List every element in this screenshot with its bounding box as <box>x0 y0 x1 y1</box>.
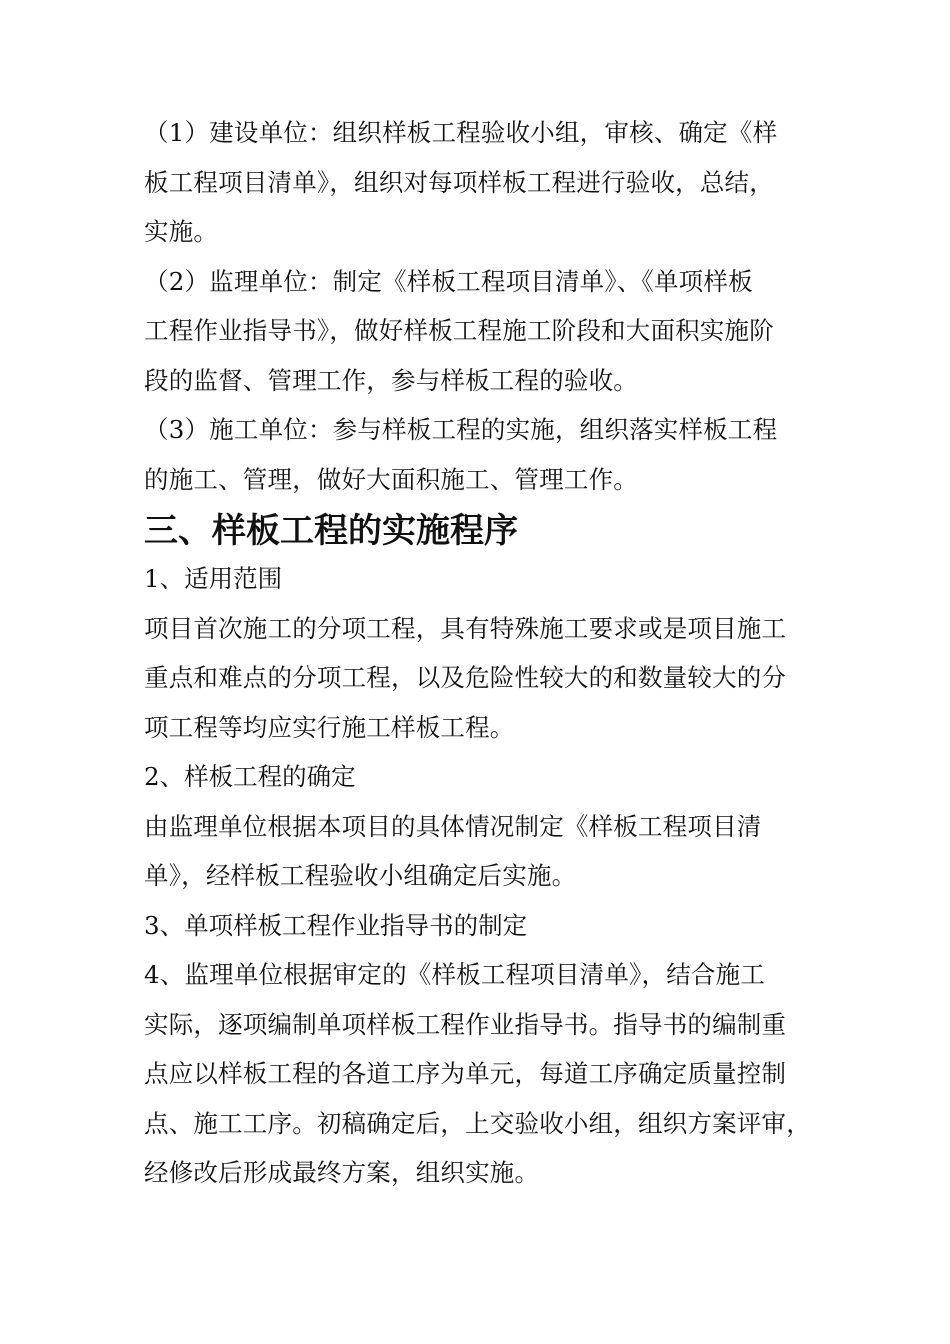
text-line: （3）施工单位：参与样板工程的实施，组织落实样板工程 <box>144 415 778 444</box>
text-line: 板工程项目清单》，组织对每项样板工程进行验收，总结， <box>144 167 774 197</box>
document-page <box>144 108 824 1198</box>
text-line: 重点和难点的分项工程，以及危险性较大的和数量较大的分 <box>144 663 787 692</box>
text-line: 工程作业指导书》，做好样板工程施工阶段和大面积实施阶 <box>144 316 774 345</box>
subsection-title-scope: 1、适用范围 <box>144 564 283 593</box>
text-line: 段的监督、管理工作，参与样板工程的验收。 <box>144 365 638 395</box>
text-line: （1）建设单位：组织样板工程验收小组，审核、确定《样 <box>144 118 778 147</box>
text-line: 实施。 <box>144 217 219 246</box>
text-line: （2）监理单位：制定《样板工程项目清单》、《单项样板 <box>144 266 753 296</box>
paragraph-contractor-unit <box>144 405 824 504</box>
paragraph-guidance-preparation <box>144 950 824 1198</box>
text-line: 经修改后形成最终方案，组织实施。 <box>144 1158 540 1187</box>
text-line: 点应以样板工程的各道工序为单元，每道工序确定质量控制 <box>144 1059 787 1088</box>
section-heading: 三、样板工程的实施程序 <box>144 511 518 551</box>
paragraph-construction-unit <box>144 108 824 257</box>
paragraph-determination <box>144 802 824 901</box>
paragraph-supervision-unit <box>144 257 824 406</box>
subsection-title-determination: 2、样板工程的确定 <box>144 762 356 791</box>
subsection-title-guidance: 3、单项样板工程作业指导书的制定 <box>144 910 528 940</box>
text-line: 实际，逐项编制单项样板工程作业指导书。指导书的编制重 <box>144 1009 787 1039</box>
text-line: 单》，经样板工程验收小组确定后实施。 <box>144 861 577 890</box>
text-line: 点、施工工序。初稿确定后，上交验收小组，组织方案评审， <box>144 1108 811 1138</box>
text-line: 项工程等均应实行施工样板工程。 <box>144 712 515 742</box>
paragraph-scope <box>144 604 824 753</box>
text-line: 的施工、管理，做好大面积施工、管理工作。 <box>144 464 638 494</box>
text-line: 项目首次施工的分项工程，具有特殊施工要求或是项目施工 <box>144 613 787 643</box>
text-line: 由监理单位根据本项目的具体情况制定《样板工程项目清 <box>144 811 762 841</box>
text-line: 4、监理单位根据审定的《样板工程项目清单》，结合施工 <box>144 960 766 989</box>
